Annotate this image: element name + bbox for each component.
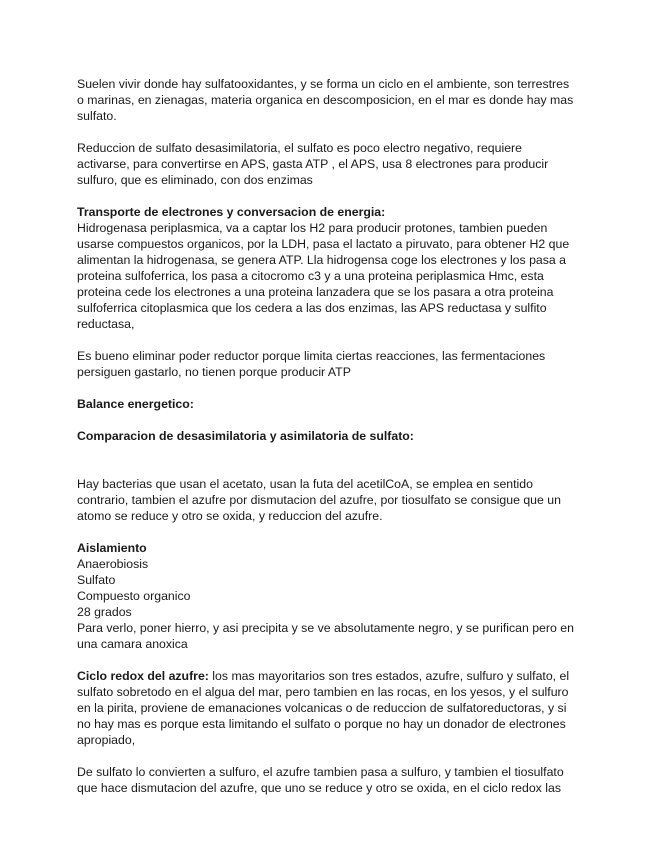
paragraph-transporte: Hidrogenasa periplasmica, va a captar los H2 para producir protones, tambien pueden usarse compuestos organicos, por la LDH, pasa el lactato a piruvato, para obtener H2 que alimentan la hidrogenasa, se genera ATP. Lla hidrogensa coge los electrones y los pasa a proteina sulfoferrica, los pasa a citocromo c3 y a una proteina periplasmica Hmc, esta proteina cede los electrones a una proteina lanzadera que se los pasara a otra proteina sulfoferrica citoplasmica que los cedera a las dos enzimas, las APS reductasa y sulfito reductasa, xyxy=(77,221,570,331)
list-item: 28 grados xyxy=(77,605,132,619)
section-aislamiento xyxy=(77,540,577,652)
list-item: Compuesto organico xyxy=(77,589,191,603)
heading-comparacion: Comparacion de desasimilatoria y asimilatoria de sulfato: xyxy=(77,429,414,443)
ciclo-redox-body: los mas mayoritarios son tres estados, azufre, sulfuro y sulfato, el sulfato sobretodo en el algua del mar, pero tambien en las rocas, en los yesos, y el sulfuro en la pirita, proviene de emanaciones volcanicas o de reduccion de sulfatoreductoras, y si no hay mas es porque esta limitando el sulfato o porque no hay un donador de electrones apropiado, xyxy=(77,669,570,747)
heading-ciclo-redox: Ciclo redox del azufre: xyxy=(77,669,209,683)
heading-transporte: Transporte de electrones y conversacion de energia: xyxy=(77,205,386,219)
list-item: Sulfato xyxy=(77,573,116,587)
paragraph-poder-reductor: Es bueno eliminar poder reductor porque limita ciertas reacciones, las fermentaciones persiguen gastarlo, no tienen porque producir ATP xyxy=(77,349,546,379)
document-page xyxy=(77,76,577,796)
paragraph-habitat: Suelen vivir donde hay sulfatooxidantes, y se forma un ciclo en el ambiente, son terrestres o marinas, en zienagas, materia organica en descomposicion, en el mar es donde hay mas sulfato. xyxy=(77,77,574,123)
paragraph-aislamiento-note: Para verlo, poner hierro, y asi precipita y se ve absolutamente negro, y se purifican pero en una camara anoxica xyxy=(77,621,574,651)
heading-balance: Balance energetico: xyxy=(77,397,194,411)
paragraph-acetato: Hay bacterias que usan el acetato, usan la futa del acetilCoA, se emplea en sentido contrario, tambien el azufre por dismutacion del azufre, por tiosulfato se consigue que un atomo se reduce y otro se oxida, y reduccion del azufre. xyxy=(77,477,561,523)
heading-aislamiento: Aislamiento xyxy=(77,541,147,555)
paragraph-reduccion-sulfato: Reduccion de sulfato desasimilatoria, el sulfato es poco electro negativo, requiere activarse, para convertirse en APS, gasta ATP , el APS, usa 8 electrones para producir sulfuro, que es eliminado, con dos enzimas xyxy=(77,141,549,187)
section-transporte xyxy=(77,204,577,332)
list-item: Anaerobiosis xyxy=(77,557,149,571)
paragraph-ciclo-redox xyxy=(77,668,577,748)
paragraph-conversion-sulfuro: De sulfato lo convierten a sulfuro, el azufre tambien pasa a sulfuro, y tambien el tiosulfato que hace dismutacion del azufre, que uno se reduce y otro se oxida, en el ciclo redox las xyxy=(77,765,564,795)
